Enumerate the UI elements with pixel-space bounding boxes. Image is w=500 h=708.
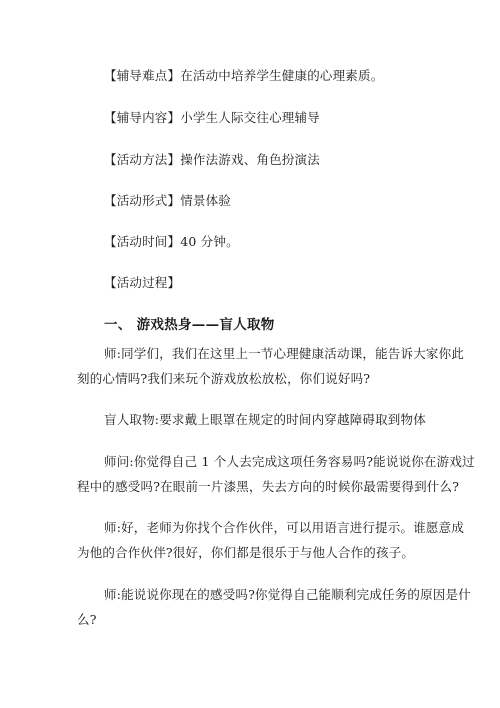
paragraph-line: 程中的感受吗?在眼前一片漆黑，失去方向的时候你最需要得到什么? (77, 479, 460, 494)
item-form: 【活动形式】情景体验 (104, 193, 232, 208)
paragraph-line: 刻的心情吗?我们来玩个游戏放松放松，你们说好吗? (77, 371, 371, 386)
paragraph-line: 师:好，老师为你找个合作伙伴，可以用语言进行提示。谁愿意成 (104, 520, 465, 535)
item-process: 【活动过程】 (104, 275, 181, 290)
section-heading: 一、 游戏热身——盲人取物 (104, 317, 275, 333)
item-content: 【辅导内容】小学生人际交往心理辅导 (104, 110, 320, 125)
item-difficulty: 【辅导难点】在活动中培养学生健康的心理素质。 (104, 68, 384, 83)
item-time: 【活动时间】40 分钟。 (104, 234, 239, 249)
paragraph-line: 么? (77, 612, 97, 627)
paragraph-line: 师问:你觉得自己 1 个人去完成这项任务容易吗?能说说你在游戏过 (104, 454, 475, 469)
paragraph-line: 师:能说说你现在的感受吗?你觉得自己能顺利完成任务的原因是什 (104, 587, 471, 602)
item-method: 【活动方法】操作法游戏、角色扮演法 (104, 152, 320, 167)
paragraph-line: 师:同学们，我们在这里上一节心理健康活动课，能告诉大家你此 (104, 346, 465, 361)
paragraph-line: 盲人取物:要求戴上眼罩在规定的时间内穿越障碍取到物体 (104, 412, 426, 427)
paragraph-line: 为他的合作伙伴?很好，你们都是很乐于与他人合作的孩子。 (77, 545, 415, 560)
